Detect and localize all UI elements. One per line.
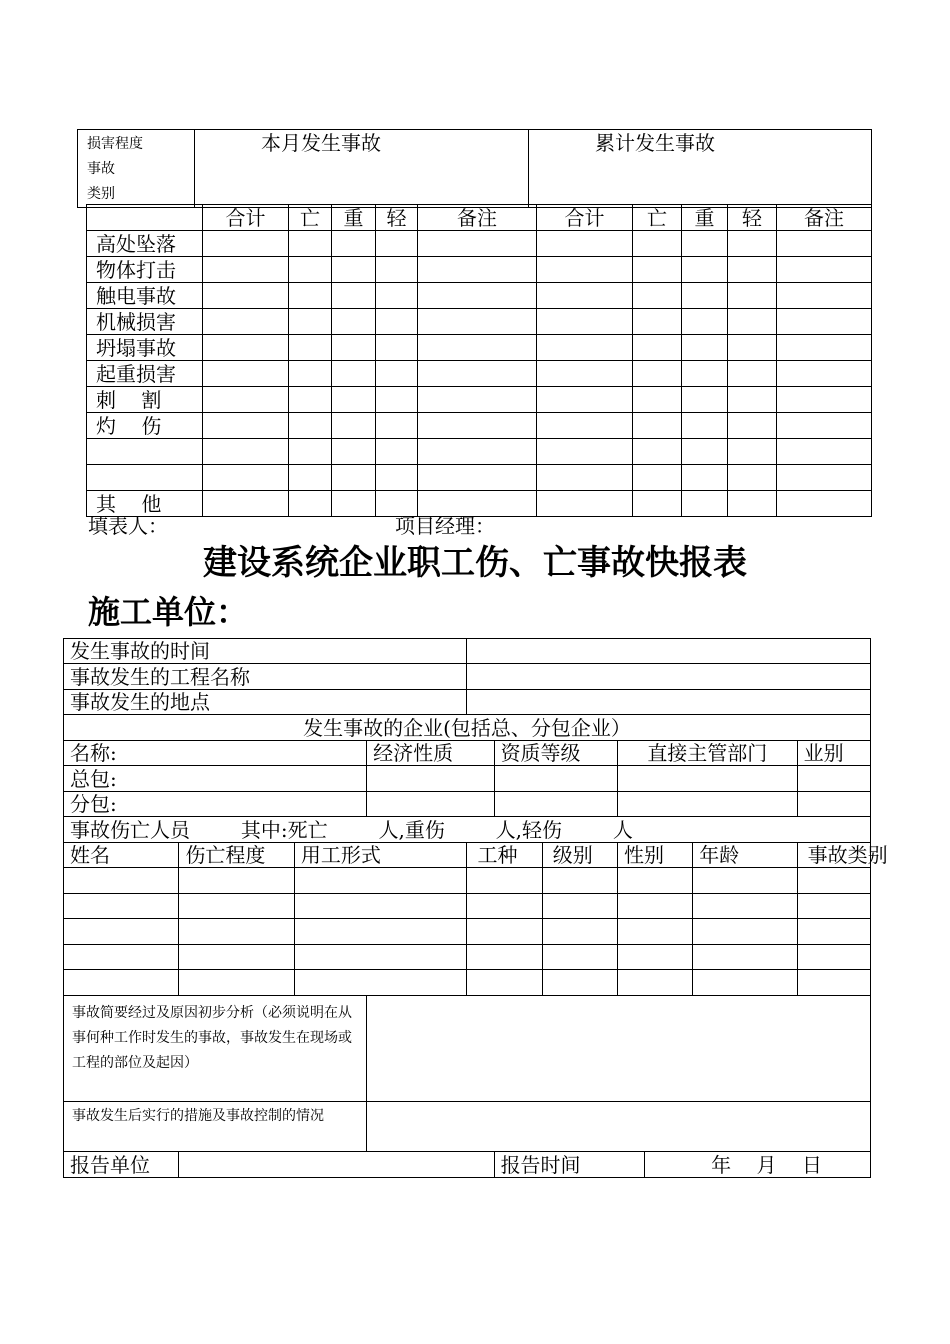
report-form-table [63, 638, 888, 1178]
row-label-electric-shock: 触电事故 [87, 283, 203, 309]
table-row [87, 309, 872, 335]
sub-economic-field[interactable] [367, 792, 494, 817]
general-contractor-label: 总包: [64, 766, 367, 792]
statistics-column-header-row [87, 205, 872, 231]
accident-location-field[interactable] [467, 690, 871, 715]
construction-unit-label: 施工单位： [88, 593, 249, 631]
header-corner-cell [78, 130, 195, 208]
row-label-burn: 灼 伤 [87, 413, 203, 439]
table-row [87, 283, 872, 309]
casualty-summary-line: 事故伤亡人员 其中:死亡 人,重伤 人,轻伤 人 [64, 817, 871, 843]
control-measures-field[interactable] [367, 1102, 871, 1152]
corner-label-accident: 事故 [87, 161, 115, 177]
accident-time-label: 发生事故的时间 [64, 639, 467, 664]
col-serious-cumulative: 重 [682, 205, 728, 231]
row-label-other: 其 他 [87, 491, 203, 517]
general-category-field[interactable] [797, 766, 870, 792]
table-row [87, 361, 872, 387]
table-row [87, 231, 872, 257]
report-unit-label: 报告单位 [64, 1152, 179, 1178]
table-row [64, 894, 871, 919]
table-row [64, 919, 871, 945]
row-label-blank-1[interactable] [87, 439, 203, 465]
corner-label-category: 类别 [87, 186, 115, 202]
general-economic-field[interactable] [367, 766, 494, 792]
project-name-field[interactable] [467, 664, 871, 690]
industry-category-label: 业别 [797, 741, 870, 766]
supervising-department-label: 直接主管部门 [618, 741, 798, 766]
row-label-collapse: 坍塌事故 [87, 335, 203, 361]
project-manager-label: 项目经理： [395, 514, 495, 538]
corner-label-damage: 损害程度 [87, 136, 143, 152]
statistics-header-blank [87, 205, 203, 231]
accident-process-label: 事故简要经过及原因初步分析（必须说明在从事何种工作时发生的事故，事故发生在现场或工程的部位及起因） [64, 996, 367, 1102]
sub-category-field[interactable] [797, 792, 870, 817]
col-accident-type: 事故类别 [797, 843, 870, 868]
accident-time-field[interactable] [467, 639, 871, 664]
table-row [87, 465, 872, 491]
col-employment-form: 用工形式 [294, 843, 467, 868]
table-row [64, 868, 871, 894]
project-name-label: 事故发生的工程名称 [64, 664, 467, 690]
filler-label: 填表人： [88, 514, 168, 538]
subcontractor-label: 分包: [64, 792, 367, 817]
report-time-label: 报告时间 [494, 1152, 645, 1178]
enterprise-section-header: 发生事故的企业(包括总、分包企业） [64, 715, 871, 741]
col-age: 年龄 [693, 843, 797, 868]
accident-statistics-header-table [77, 129, 872, 208]
table-row [64, 945, 871, 970]
report-date-field[interactable]: 年 月 日 [645, 1152, 871, 1178]
accident-process-field[interactable] [367, 996, 871, 1102]
table-row [64, 970, 871, 996]
col-total-month: 合计 [203, 205, 289, 231]
accident-statistics-table [86, 204, 872, 517]
sub-qualification-field[interactable] [494, 792, 617, 817]
month-accident-header: 本月发生事故 [195, 130, 529, 208]
col-serious-month: 重 [332, 205, 376, 231]
cumulative-accident-header: 累计发生事故 [529, 130, 872, 208]
col-minor-cumulative: 轻 [728, 205, 777, 231]
table-row [87, 335, 872, 361]
economic-nature-label: 经济性质 [367, 741, 494, 766]
col-gender: 性别 [618, 843, 693, 868]
col-remark-month: 备注 [418, 205, 537, 231]
col-death-month: 亡 [289, 205, 332, 231]
qualification-label: 资质等级 [494, 741, 617, 766]
person-header-row [64, 843, 871, 868]
enterprise-name-label: 名称: [64, 741, 367, 766]
control-measures-label: 事故发生后实行的措施及事故控制的情况 [64, 1102, 367, 1152]
row-label-object-strike: 物体打击 [87, 257, 203, 283]
table-row [87, 491, 872, 517]
col-grade: 级别 [542, 843, 617, 868]
page-title: 建设系统企业职工伤、亡事故快报表 [203, 543, 747, 583]
general-qualification-field[interactable] [494, 766, 617, 792]
row-label-fall: 高处坠落 [87, 231, 203, 257]
report-unit-field[interactable] [179, 1152, 494, 1178]
row-label-lifting: 起重损害 [87, 361, 203, 387]
sub-department-field[interactable] [618, 792, 798, 817]
accident-location-label: 事故发生的地点 [64, 690, 467, 715]
col-job-type: 工种 [467, 843, 542, 868]
col-remark-cumulative: 备注 [777, 205, 872, 231]
table-row [87, 257, 872, 283]
row-label-cut: 刺 割 [87, 387, 203, 413]
row-label-blank-2[interactable] [87, 465, 203, 491]
table-row [87, 439, 872, 465]
table-row [87, 413, 872, 439]
table-row [87, 387, 872, 413]
col-death-cumulative: 亡 [633, 205, 682, 231]
col-minor-month: 轻 [376, 205, 418, 231]
col-total-cumulative: 合计 [537, 205, 633, 231]
col-injury-degree: 伤亡程度 [179, 843, 294, 868]
col-person-name: 姓名 [64, 843, 179, 868]
row-label-machinery: 机械损害 [87, 309, 203, 335]
general-department-field[interactable] [618, 766, 798, 792]
